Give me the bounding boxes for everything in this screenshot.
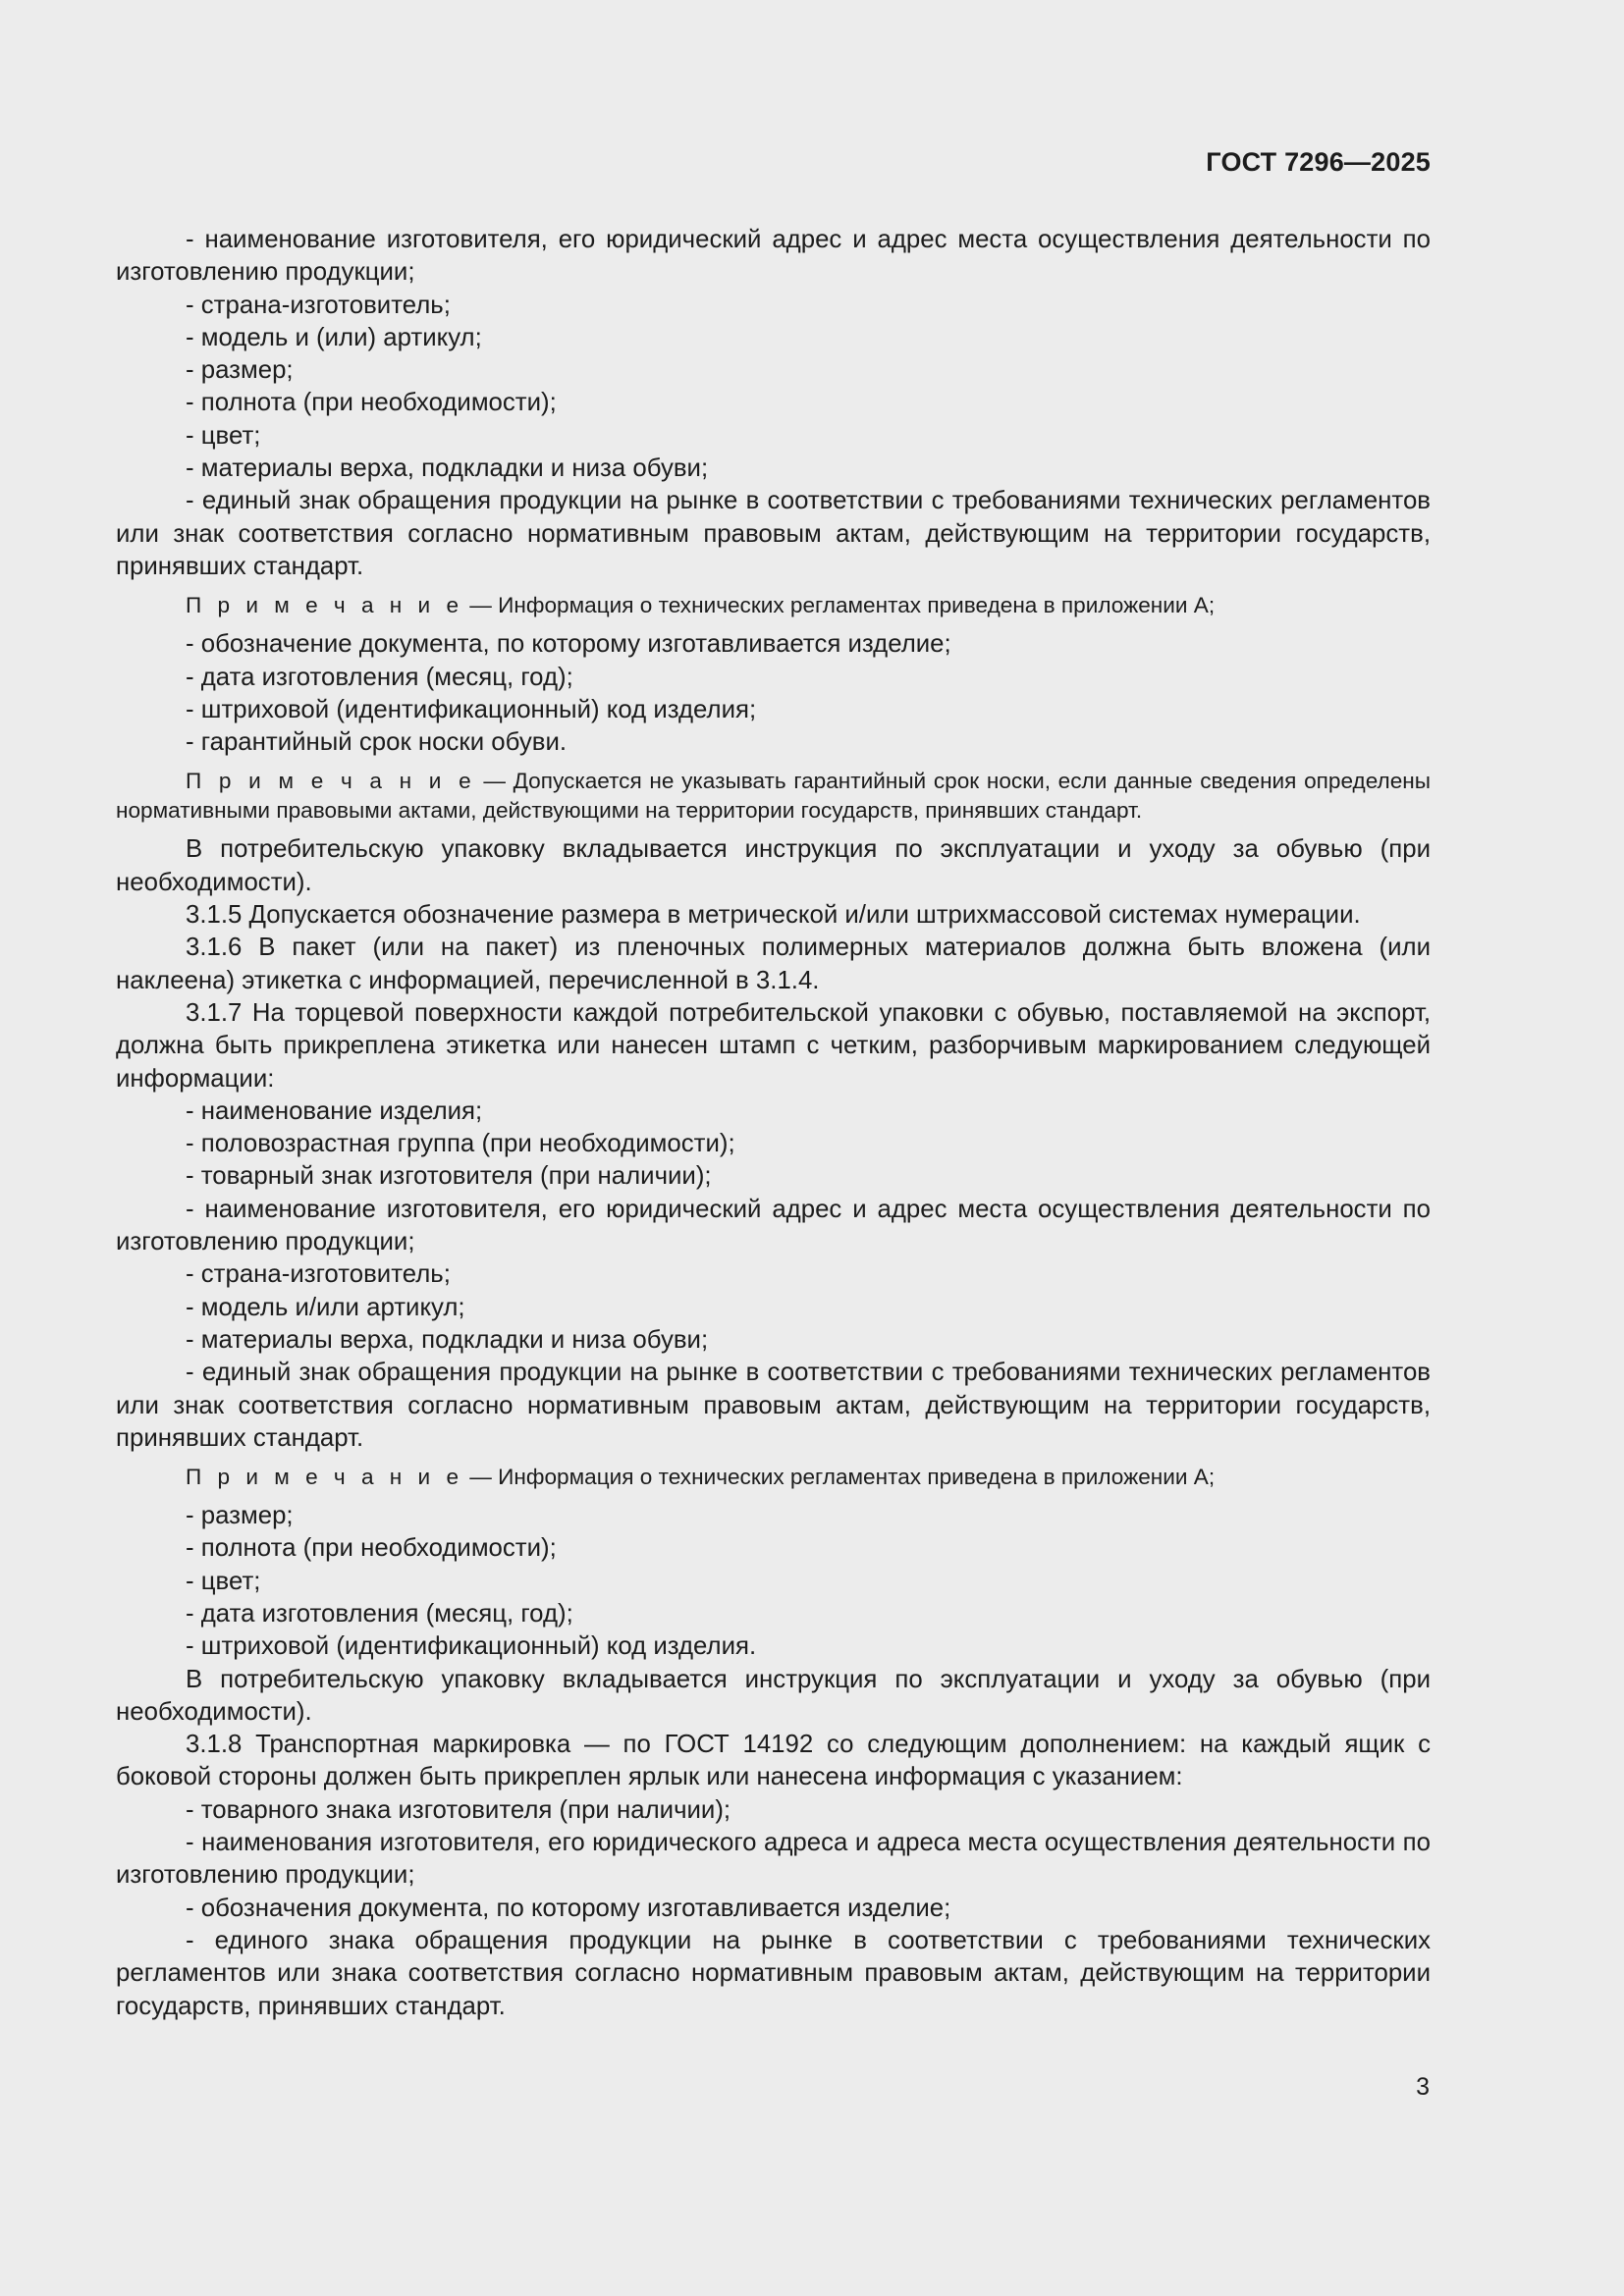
text-paragraph: - полнота (при необходимости);: [186, 389, 557, 417]
text-paragraph: - материалы верха, подкладки и низа обуви;: [186, 454, 709, 483]
text-paragraph: 3.1.7 На торцевой поверхности каждой потребительской упаковки с обувью, поставляемой на экспорт, должна быть прикреплена этикетка или нанесен штамп с четким, разборчивым маркированием следующей информации:: [116, 998, 1431, 1093]
text-paragraph: 3.1.6 В пакет (или на пакет) из пленочных полимерных материалов должна быть вложена (или наклеена) этикетка с информацией, перечисленной в 3.1.4.: [116, 934, 1431, 994]
text-paragraph: - дата изготовления (месяц, год);: [186, 663, 573, 691]
text-paragraph: - наименование изготовителя, его юридический адрес и адрес места осуществления деятельности по изготовлению продукции;: [116, 1195, 1431, 1256]
text-paragraph: 3.1.5 Допускается обозначение размера в метрической и/или штрихмассовой системах нумерации.: [186, 901, 1361, 930]
text-paragraph: - штриховой (идентификационный) код изделия;: [186, 695, 757, 723]
text-paragraph: - наименование изделия;: [186, 1096, 483, 1125]
text-paragraph: - обозначения документа, по которому изготавливается изделие;: [186, 1894, 951, 1922]
text-paragraph: - модель и (или) артикул;: [186, 323, 482, 351]
text-paragraph: - полнота (при необходимости);: [186, 1534, 557, 1563]
page-number: 3: [1416, 2073, 1430, 2101]
note-paragraph: [116, 591, 1431, 620]
text-paragraph: - наименование изготовителя, его юридический адрес и адрес места осуществления деятельности по изготовлению продукции;: [116, 226, 1431, 287]
text-paragraph: - единый знак обращения продукции на рынке в соответствии с требованиями технических регламентов или знак соответствия согласно нормативным правовым актам, действующим на территории государств, принявших стандарт.: [116, 487, 1431, 580]
text-paragraph: - цвет;: [186, 421, 261, 450]
text-paragraph: - товарного знака изготовителя (при наличии);: [186, 1795, 731, 1824]
note-paragraph: [116, 767, 1431, 826]
note-paragraph: [116, 1463, 1431, 1492]
text-paragraph: - обозначение документа, по которому изготавливается изделие;: [186, 630, 951, 659]
text-paragraph: - материалы верха, подкладки и низа обуви;: [186, 1325, 709, 1354]
text-paragraph: - дата изготовления (месяц, год);: [186, 1599, 573, 1628]
note-text: — Информация о технических регламентах приведена в приложении А;: [463, 1465, 1216, 1490]
text-paragraph: - размер;: [186, 356, 294, 385]
note-label: П р и м е ч а н и е: [186, 1465, 464, 1490]
text-paragraph: - страна-изготовитель;: [186, 291, 451, 319]
text-paragraph: - цвет;: [186, 1567, 261, 1595]
text-paragraph: - единого знака обращения продукции на рынке в соответствии с требованиями технических регламентов или знака соответствия согласно нормативным правовым актам, действующим на территории государств, принявших стандарт.: [116, 1926, 1431, 2020]
document-header: ГОСТ 7296—2025: [1206, 147, 1431, 177]
note-label: П р и м е ч а н и е: [186, 769, 476, 794]
note-text: — Информация о технических регламентах приведена в приложении А;: [463, 593, 1216, 618]
text-paragraph: 3.1.8 Транспортная маркировка — по ГОСТ 14192 со следующим дополнением: на каждый ящик с боковой стороны должен быть прикреплен ярлык или нанесена информация с указанием:: [116, 1731, 1431, 1791]
text-paragraph: В потребительскую упаковку вкладывается инструкция по эксплуатации и уходу за обувью (при необходимости).: [116, 835, 1431, 896]
text-paragraph: - половозрастная группа (при необходимости);: [186, 1130, 735, 1158]
text-paragraph: В потребительскую упаковку вкладывается инструкция по эксплуатации и уходу за обувью (при необходимости).: [116, 1665, 1431, 1726]
note-text: — Допускается не указывать гарантийный срок носки, если данные сведения определены нормативными правовыми актами, действующими на территории государств, принявших стандарт.: [116, 769, 1431, 824]
document-body: [116, 224, 1431, 2023]
text-paragraph: - гарантийный срок носки обуви.: [186, 728, 568, 757]
note-label: П р и м е ч а н и е: [186, 593, 464, 618]
text-paragraph: - модель и/или артикул;: [186, 1293, 465, 1321]
text-paragraph: - страна-изготовитель;: [186, 1260, 451, 1289]
text-paragraph: - штриховой (идентификационный) код изделия.: [186, 1632, 757, 1661]
text-paragraph: - единый знак обращения продукции на рынке в соответствии с требованиями технических регламентов или знак соответствия согласно нормативным правовым актам, действующим на территории государств, принявших стандарт.: [116, 1359, 1431, 1452]
text-paragraph: - наименования изготовителя, его юридического адреса и адреса места осуществления деятельности по изготовлению продукции;: [116, 1829, 1431, 1890]
text-paragraph: - товарный знак изготовителя (при наличии);: [186, 1162, 712, 1191]
text-paragraph: - размер;: [186, 1502, 294, 1530]
